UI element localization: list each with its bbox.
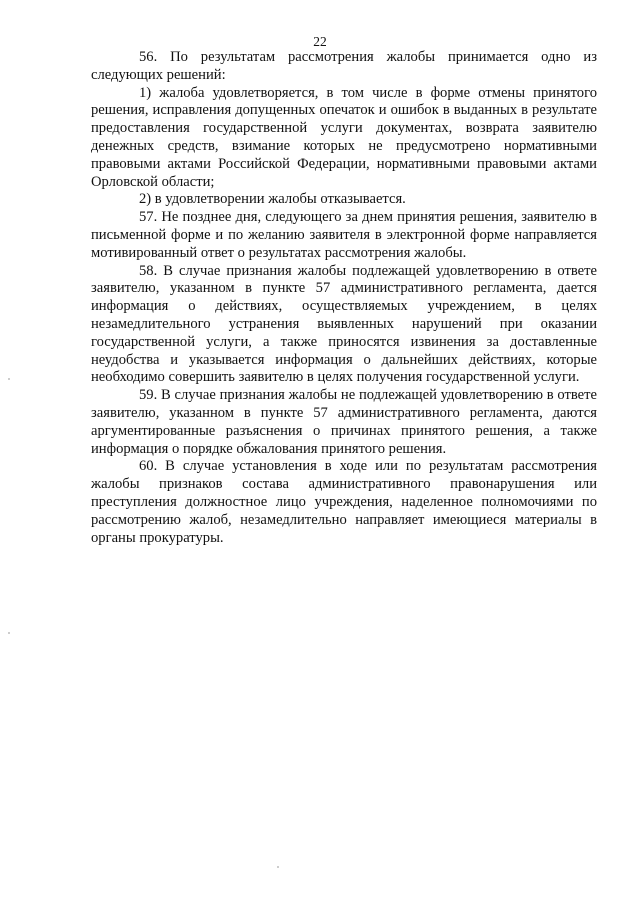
page-number: 22 xyxy=(313,34,327,49)
paragraph-56: 56. По результатам рассмотрения жалобы принимается одно из следующих решений: xyxy=(91,49,597,83)
paragraph-60: 60. В случае установления в ходе или по результатам рассмотрения жалобы признаков состава административного правонарушения или преступления должностное лицо учреждения, наделенное полномочиями по рассмотрению жалоб, незамедлительно направляет имеющиеся материалы в органы прокуратуры. xyxy=(91,458,597,546)
paragraph-59: 59. В случае признания жалобы не подлежащей удовлетворению в ответе заявителю, указанном в пункте 57 административного регламента, даются аргументированные разъяснения о причинах принятого решения, а также информация о порядке обжалования принятого решения. xyxy=(91,387,597,457)
paragraph-56-item-1: 1) жалоба удовлетворяется, в том числе в форме отмены принятого решения, исправления допущенных опечаток и ошибок в выданных в результате предоставления государственной услуги документах, возврата заявителю денежных средств, взимание которых не предусмотрено нормативными правовыми актами Российской Федерации, нормативными правовыми актами Орловской области; xyxy=(91,84,597,190)
paragraph-58: 58. В случае признания жалобы подлежащей удовлетворению в ответе заявителю, указанном в пункте 57 административного регламента, дается информация о действиях, осуществляемых учреждением, в целях незамедлительного устранения выявленных нарушений при оказании государственной услуги, а также приносятся извинения за доставленные неудобства и указывается информация о дальнейших действиях, которые необходимо совершить заявителю в целях получения государственной услуги. xyxy=(91,262,597,386)
paragraph-56-item-2: 2) в удовлетворении жалобы отказывается. xyxy=(139,191,406,208)
scan-speck xyxy=(8,632,10,634)
document-body xyxy=(91,49,597,547)
scan-speck xyxy=(8,378,10,380)
paragraph-57: 57. Не позднее дня, следующего за днем принятия решения, заявителю в письменной форме и по желанию заявителя в электронной форме направляется мотивированный ответ о результатах рассмотрения жалобы. xyxy=(91,209,597,261)
scan-speck xyxy=(277,866,279,868)
